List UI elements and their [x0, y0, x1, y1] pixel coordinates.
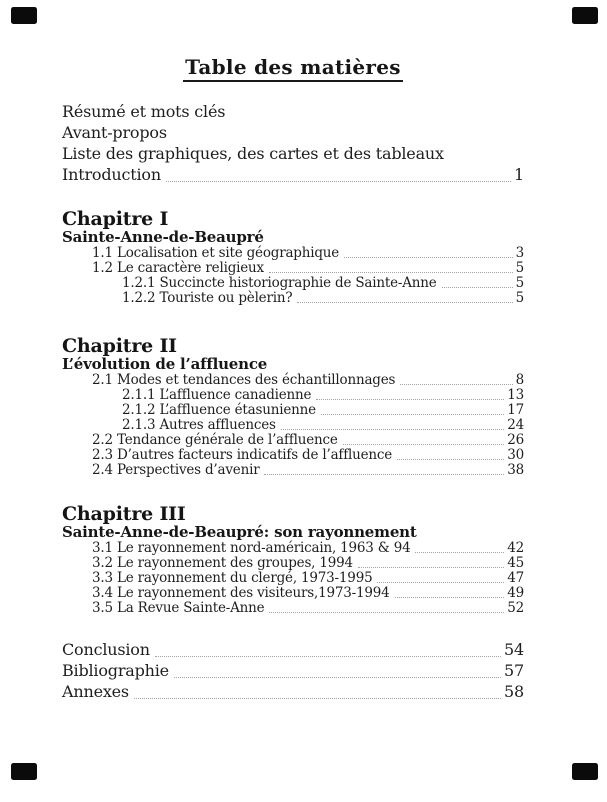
- toc-entry: [62, 143, 524, 164]
- toc-entry-label: 1.2.2 Touriste ou pèlerin?: [122, 290, 293, 306]
- toc-page-number: 5: [515, 290, 524, 306]
- toc-entry-label: 2.1 Modes et tendances des échantillonnages: [92, 372, 396, 388]
- dotted-leader: [344, 257, 513, 258]
- toc-entry: [62, 291, 524, 306]
- toc-page-number: 3: [515, 245, 524, 261]
- toc-entry: [62, 276, 524, 291]
- back-matter-section: [62, 639, 524, 702]
- dotted-leader: [358, 567, 504, 568]
- toc-entry: [62, 101, 524, 122]
- toc-page-number: 45: [507, 555, 524, 571]
- dotted-leader: [400, 384, 512, 385]
- dotted-leader: [269, 272, 513, 273]
- corner-registration-mark-bottom-left: [11, 763, 37, 780]
- toc-entry: [62, 571, 524, 586]
- dotted-leader: [269, 612, 504, 613]
- toc-entry: [62, 433, 524, 448]
- dotted-leader: [415, 552, 504, 553]
- chapter-heading: Chapitre III: [62, 503, 186, 525]
- toc-entry: [62, 660, 524, 681]
- toc-entry-label: 1.2 Le caractère religieux: [92, 260, 264, 276]
- toc-entry-label: 2.1.1 L’affluence canadienne: [122, 387, 312, 403]
- dotted-leader: [297, 302, 512, 303]
- page-title: Table des matières: [183, 55, 403, 82]
- toc-entry: [62, 164, 524, 185]
- chapter-3-section: [62, 504, 524, 616]
- toc-entry: [62, 373, 524, 388]
- toc-page-number: 17: [507, 402, 524, 418]
- toc-page-number: 52: [507, 600, 524, 616]
- dotted-leader: [281, 429, 504, 430]
- dotted-leader: [343, 444, 505, 445]
- dotted-leader: [395, 597, 505, 598]
- toc-entry-label: Résumé et mots clés: [62, 102, 226, 121]
- toc-entry-label: Avant-propos: [62, 123, 167, 142]
- dotted-leader: [397, 459, 504, 460]
- toc-page-number: 57: [504, 661, 524, 680]
- toc-entry: [62, 418, 524, 433]
- toc-page-number: 24: [507, 417, 524, 433]
- toc-entry: [62, 261, 524, 276]
- toc-entry-label: 2.3 D’autres facteurs indicatifs de l’affluence: [92, 447, 393, 463]
- chapter-subtitle: Sainte-Anne-de-Beaupré: son rayonnement: [62, 523, 417, 541]
- dotted-leader: [134, 698, 501, 699]
- dotted-leader: [442, 287, 513, 288]
- toc-entry: [62, 681, 524, 702]
- toc-entry-label: 1.2.1 Succincte historiographie de Sainte-Anne: [122, 275, 437, 291]
- toc-entry-label: 3.2 Le rayonnement des groupes, 1994: [92, 555, 353, 571]
- toc-entry: [62, 639, 524, 660]
- toc-entry-label: 3.1 Le rayonnement nord-américain, 1963 & 94: [92, 540, 411, 556]
- toc-entry-label: 2.2 Tendance générale de l’affluence: [92, 432, 338, 448]
- toc-page-number: 13: [507, 387, 524, 403]
- toc-entry: [62, 541, 524, 556]
- toc-entry: [62, 403, 524, 418]
- toc-entry-label: 1.1 Localisation et site géographique: [92, 245, 340, 261]
- chapter-2-section: [62, 336, 524, 478]
- toc-page-number: 26: [507, 432, 524, 448]
- toc-page-number: 5: [515, 260, 524, 276]
- corner-registration-mark-top-left: [11, 7, 37, 24]
- chapter-subtitle: L’évolution de l’affluence: [62, 355, 268, 373]
- toc-page-number: 8: [515, 372, 524, 388]
- toc-entry-label: Introduction: [62, 165, 161, 184]
- corner-registration-mark-top-right: [572, 7, 598, 24]
- toc-entry: [62, 246, 524, 261]
- toc-page-number: 47: [507, 570, 524, 586]
- toc-entry: [62, 601, 524, 616]
- toc-entry: [62, 388, 524, 403]
- toc-entry-label: Bibliographie: [62, 661, 169, 680]
- title-block: [62, 55, 524, 82]
- chapter-subtitle: Sainte-Anne-de-Beaupré: [62, 228, 264, 246]
- toc-entry: [62, 586, 524, 601]
- toc-entry-label: Liste des graphiques, des cartes et des tableaux: [62, 144, 444, 163]
- toc-page-number: 42: [507, 540, 524, 556]
- toc-page-number: 49: [507, 585, 524, 601]
- toc-page-number: 1: [514, 165, 524, 184]
- dotted-leader: [321, 414, 504, 415]
- toc-entry-label: 2.4 Perspectives d’avenir: [92, 462, 260, 478]
- front-matter-section: [62, 101, 524, 185]
- dotted-leader: [166, 181, 511, 182]
- corner-registration-mark-bottom-right: [572, 763, 598, 780]
- toc-entry-label: 2.1.3 Autres affluences: [122, 417, 276, 433]
- toc-entry-label: 3.4 Le rayonnement des visiteurs,1973-1994: [92, 585, 390, 601]
- toc-page-number: 54: [504, 640, 524, 659]
- toc-entry: [62, 122, 524, 143]
- toc-entry-label: 3.5 La Revue Sainte-Anne: [92, 600, 265, 616]
- chapter-1-section: [62, 209, 524, 306]
- toc-page-number: 38: [507, 462, 524, 478]
- toc-entry-label: 2.1.2 L’affluence étasunienne: [122, 402, 316, 418]
- toc-page-number: 30: [507, 447, 524, 463]
- toc-page-number: 5: [515, 275, 524, 291]
- chapter-heading: Chapitre I: [62, 208, 169, 230]
- dotted-leader: [377, 582, 504, 583]
- toc-entry: [62, 448, 524, 463]
- toc-entry-label: 3.3 Le rayonnement du clergé, 1973-1995: [92, 570, 373, 586]
- dotted-leader: [155, 656, 501, 657]
- dotted-leader: [264, 474, 504, 475]
- toc-entry-label: Annexes: [62, 682, 129, 701]
- toc-entry: [62, 556, 524, 571]
- toc-entry: [62, 463, 524, 478]
- dotted-leader: [316, 399, 504, 400]
- toc-page-number: 58: [504, 682, 524, 701]
- chapter-heading: Chapitre II: [62, 335, 177, 357]
- dotted-leader: [174, 677, 501, 678]
- toc-entry-label: Conclusion: [62, 640, 150, 659]
